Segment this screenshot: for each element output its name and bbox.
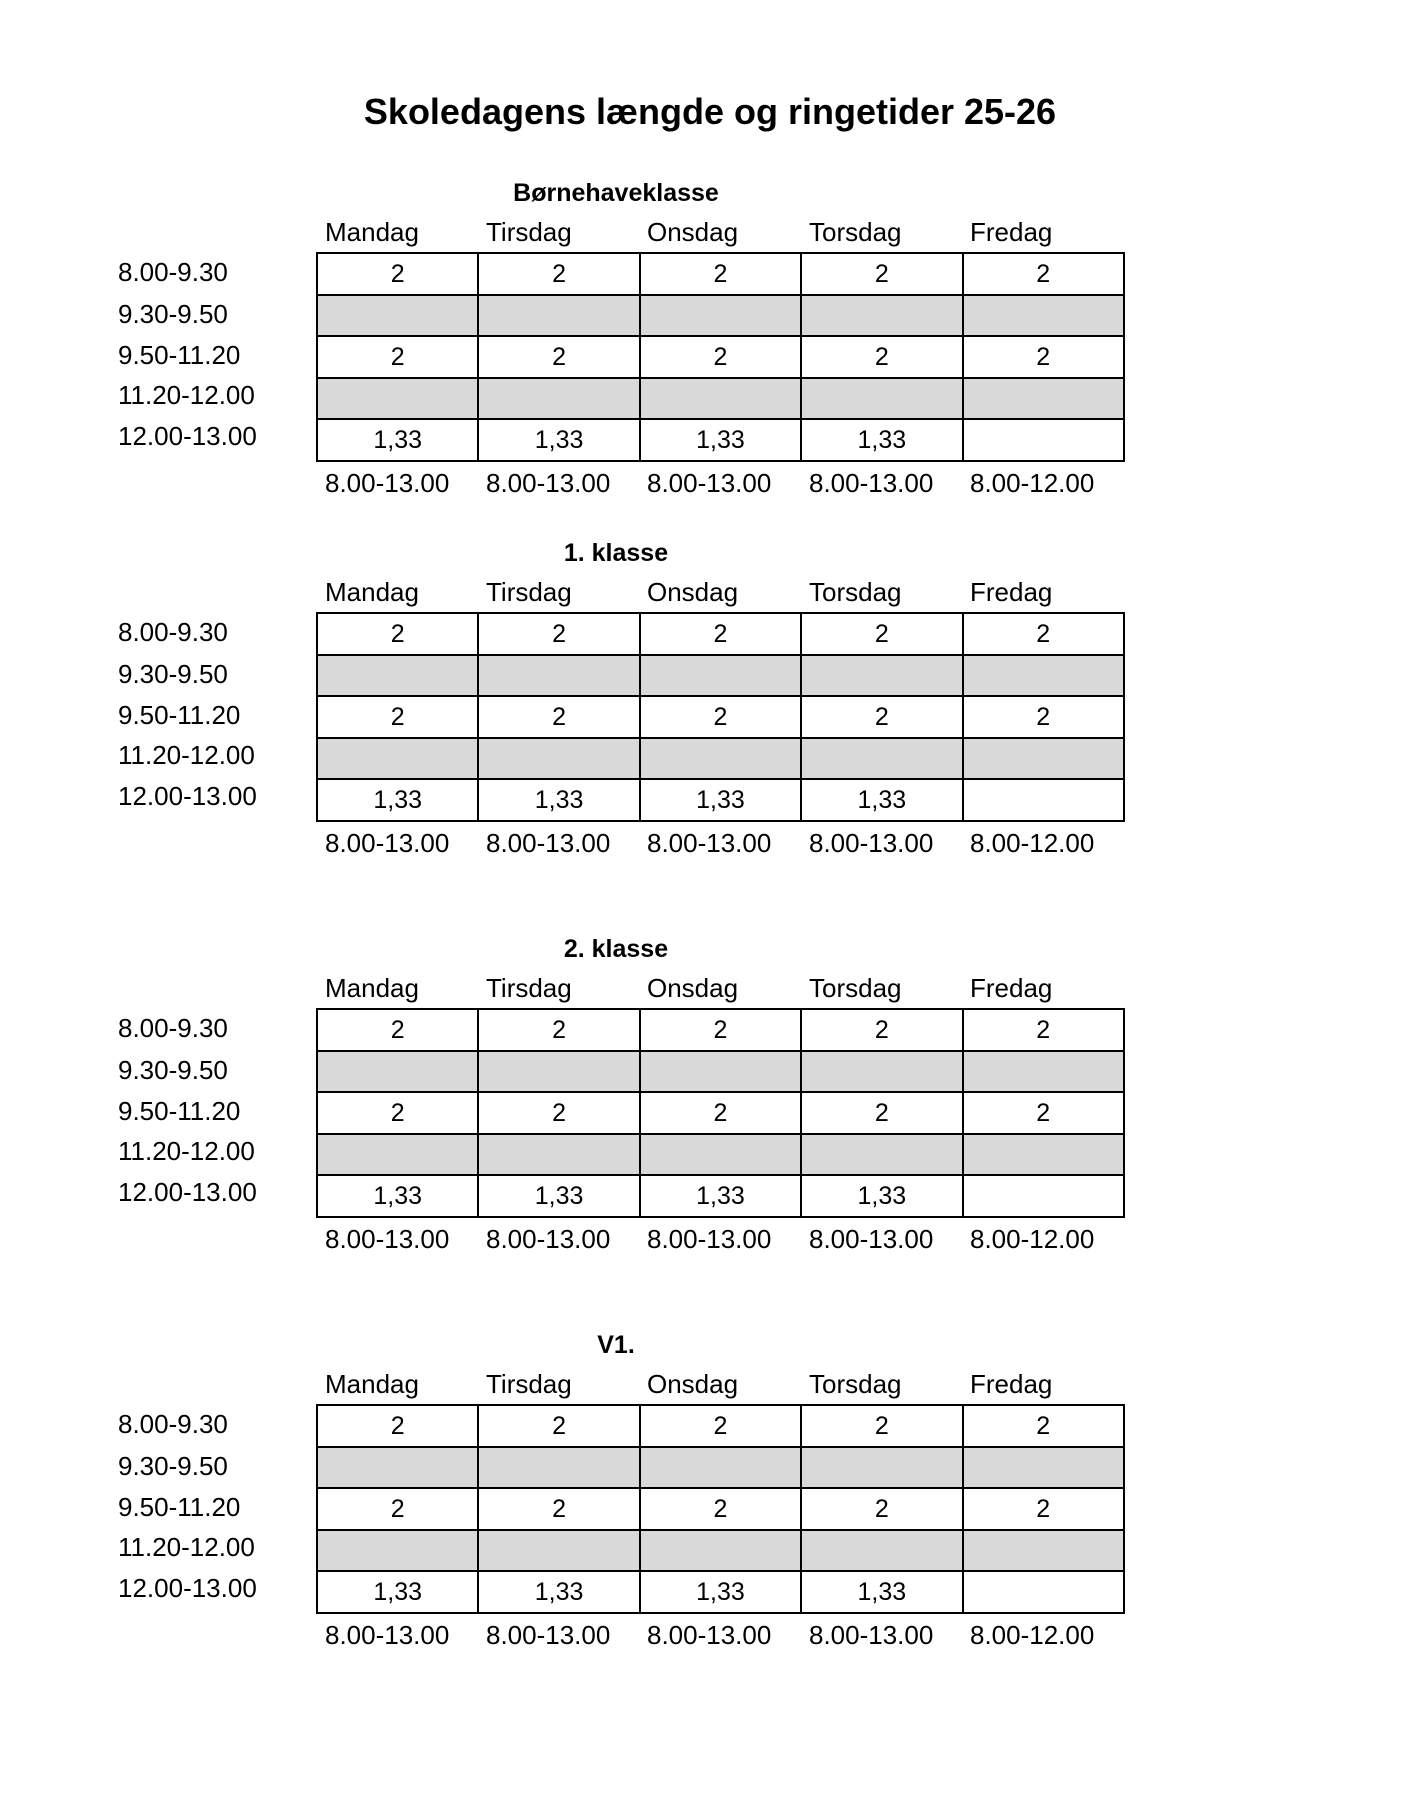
day-spans — [316, 1220, 1126, 1258]
table-cell: 1,33 — [801, 779, 962, 821]
table-cell — [317, 1530, 478, 1571]
day-header: Onsdag — [647, 577, 739, 607]
table-cell: 2 — [478, 1405, 639, 1447]
table-cell — [963, 1447, 1124, 1488]
table-cell: 2 — [640, 1009, 801, 1051]
day-header: Mandag — [325, 577, 419, 607]
time-label: 9.30-9.50 — [118, 1451, 228, 1481]
table-cell — [640, 1447, 801, 1488]
day-headers — [316, 574, 1126, 610]
table-cell: 2 — [801, 1009, 962, 1051]
table-cell: 2 — [640, 336, 801, 378]
table-cell — [640, 1051, 801, 1092]
day-headers — [316, 1366, 1126, 1402]
day-span: 8.00-13.00 — [486, 828, 611, 858]
table-cell — [801, 1530, 962, 1571]
table-cell: 2 — [317, 613, 478, 655]
table-cell — [801, 655, 962, 696]
day-span: 8.00-12.00 — [970, 828, 1095, 858]
time-label: 9.50-11.20 — [118, 340, 241, 370]
lesson-row — [317, 419, 1124, 461]
section-title: 2. klasse — [563, 935, 669, 963]
day-header: Torsdag — [809, 577, 902, 607]
table-cell — [317, 295, 478, 336]
table-cell — [478, 1447, 639, 1488]
time-label: 11.20-12.00 — [118, 740, 255, 770]
lesson-row — [317, 1009, 1124, 1051]
day-span: 8.00-12.00 — [970, 1620, 1095, 1650]
table-cell: 2 — [478, 696, 639, 738]
table-cell — [963, 655, 1124, 696]
day-header: Fredag — [970, 973, 1053, 1003]
day-header: Fredag — [970, 1369, 1053, 1399]
time-label: 8.00-9.30 — [118, 1409, 228, 1439]
break-row — [317, 1051, 1124, 1092]
lesson-row — [317, 1488, 1124, 1530]
lesson-row — [317, 1405, 1124, 1447]
table-cell — [963, 378, 1124, 419]
table-cell — [317, 655, 478, 696]
lesson-row — [317, 696, 1124, 738]
table-cell — [963, 1134, 1124, 1175]
table-cell — [801, 1051, 962, 1092]
table-cell: 2 — [801, 1405, 962, 1447]
table-cell — [478, 1134, 639, 1175]
day-span: 8.00-13.00 — [486, 1224, 611, 1254]
day-header: Tirsdag — [486, 1369, 572, 1399]
table-cell: 1,33 — [478, 779, 639, 821]
day-span: 8.00-13.00 — [647, 468, 772, 498]
table-cell — [801, 1134, 962, 1175]
table-cell: 2 — [317, 1009, 478, 1051]
table-cell — [801, 378, 962, 419]
day-header: Fredag — [970, 217, 1053, 247]
lesson-row — [317, 1571, 1124, 1613]
lesson-row — [317, 1175, 1124, 1217]
day-header: Torsdag — [809, 973, 902, 1003]
schedule-section — [0, 932, 1420, 1252]
day-span: 8.00-13.00 — [325, 468, 450, 498]
table-cell — [478, 378, 639, 419]
schedule-table — [316, 1008, 1125, 1218]
table-cell — [317, 378, 478, 419]
table-cell: 2 — [478, 336, 639, 378]
page-title: Skoledagens længde og ringetider 25-26 — [363, 91, 1057, 132]
day-header: Fredag — [970, 577, 1053, 607]
table-cell — [317, 738, 478, 779]
table-cell — [317, 1447, 478, 1488]
section-title: Børnehaveklasse — [513, 179, 719, 207]
table-cell — [640, 1134, 801, 1175]
table-cell: 2 — [801, 613, 962, 655]
table-cell: 1,33 — [317, 1571, 478, 1613]
schedule-section — [0, 1328, 1420, 1648]
table-cell: 1,33 — [317, 1175, 478, 1217]
day-span: 8.00-13.00 — [325, 828, 450, 858]
table-cell: 1,33 — [640, 1571, 801, 1613]
day-span: 8.00-12.00 — [970, 468, 1095, 498]
table-cell: 2 — [801, 696, 962, 738]
table-cell: 2 — [640, 696, 801, 738]
lesson-row — [317, 1092, 1124, 1134]
table-cell: 1,33 — [801, 1571, 962, 1613]
day-span: 8.00-13.00 — [809, 468, 934, 498]
table-cell: 2 — [801, 336, 962, 378]
time-label: 9.50-11.20 — [118, 1096, 241, 1126]
time-label: 8.00-9.30 — [118, 1013, 228, 1043]
day-span: 8.00-13.00 — [647, 1620, 772, 1650]
day-header: Torsdag — [809, 1369, 902, 1399]
time-label: 9.50-11.20 — [118, 1492, 241, 1522]
time-label: 11.20-12.00 — [118, 380, 255, 410]
time-label: 12.00-13.00 — [118, 1573, 257, 1603]
table-cell — [478, 1051, 639, 1092]
time-label: 12.00-13.00 — [118, 1177, 257, 1207]
lesson-row — [317, 253, 1124, 295]
table-cell: 1,33 — [317, 419, 478, 461]
table-cell: 2 — [478, 1488, 639, 1530]
table-cell — [640, 655, 801, 696]
table-cell — [317, 1134, 478, 1175]
table-cell — [963, 738, 1124, 779]
table-cell: 1,33 — [478, 1175, 639, 1217]
table-cell: 2 — [317, 1405, 478, 1447]
day-span: 8.00-13.00 — [647, 1224, 772, 1254]
break-row — [317, 1134, 1124, 1175]
day-header: Tirsdag — [486, 217, 572, 247]
schedule-table — [316, 1404, 1125, 1614]
table-cell: 2 — [317, 696, 478, 738]
schedule-table — [316, 252, 1125, 462]
lesson-row — [317, 336, 1124, 378]
day-header: Torsdag — [809, 217, 902, 247]
table-cell: 2 — [963, 1405, 1124, 1447]
day-span: 8.00-12.00 — [970, 1224, 1095, 1254]
table-cell: 1,33 — [640, 1175, 801, 1217]
time-label: 8.00-9.30 — [118, 257, 228, 287]
table-cell: 2 — [640, 1092, 801, 1134]
day-spans — [316, 1616, 1126, 1654]
table-cell: 2 — [478, 613, 639, 655]
day-header: Tirsdag — [486, 973, 572, 1003]
table-cell: 1,33 — [478, 1571, 639, 1613]
day-header: Onsdag — [647, 1369, 739, 1399]
table-cell — [640, 738, 801, 779]
table-cell: 2 — [317, 1092, 478, 1134]
table-cell: 2 — [801, 1092, 962, 1134]
time-label: 11.20-12.00 — [118, 1532, 255, 1562]
day-headers — [316, 214, 1126, 250]
day-span: 8.00-13.00 — [486, 1620, 611, 1650]
table-cell: 2 — [963, 1092, 1124, 1134]
section-title: 1. klasse — [563, 539, 669, 567]
break-row — [317, 738, 1124, 779]
day-span: 8.00-13.00 — [809, 828, 934, 858]
table-cell: 2 — [963, 1488, 1124, 1530]
day-span: 8.00-13.00 — [809, 1224, 934, 1254]
time-label: 11.20-12.00 — [118, 1136, 255, 1166]
table-cell — [640, 1530, 801, 1571]
time-label: 9.30-9.50 — [118, 659, 228, 689]
day-span: 8.00-13.00 — [486, 468, 611, 498]
table-cell — [640, 295, 801, 336]
table-cell: 2 — [640, 1488, 801, 1530]
schedule-section — [0, 176, 1420, 496]
table-cell: 2 — [317, 253, 478, 295]
time-label: 9.30-9.50 — [118, 1055, 228, 1085]
time-label: 12.00-13.00 — [118, 421, 257, 451]
table-cell — [963, 1175, 1124, 1217]
break-row — [317, 1530, 1124, 1571]
table-cell — [478, 295, 639, 336]
table-cell: 2 — [640, 253, 801, 295]
table-cell: 2 — [801, 253, 962, 295]
table-cell — [317, 1051, 478, 1092]
day-header: Mandag — [325, 1369, 419, 1399]
schedule-section — [0, 536, 1420, 856]
day-span: 8.00-13.00 — [325, 1620, 450, 1650]
day-spans — [316, 464, 1126, 502]
time-label: 9.30-9.50 — [118, 299, 228, 329]
table-cell: 2 — [801, 1488, 962, 1530]
table-cell: 2 — [478, 1092, 639, 1134]
day-span: 8.00-13.00 — [809, 1620, 934, 1650]
lesson-row — [317, 613, 1124, 655]
table-cell: 2 — [963, 336, 1124, 378]
table-cell — [963, 419, 1124, 461]
table-cell: 2 — [317, 1488, 478, 1530]
table-cell: 2 — [963, 696, 1124, 738]
table-cell: 1,33 — [478, 419, 639, 461]
day-span: 8.00-13.00 — [325, 1224, 450, 1254]
table-cell — [963, 1530, 1124, 1571]
table-cell: 1,33 — [801, 419, 962, 461]
table-cell — [801, 295, 962, 336]
table-cell: 1,33 — [317, 779, 478, 821]
table-cell: 2 — [317, 336, 478, 378]
table-cell — [963, 1571, 1124, 1613]
table-cell: 1,33 — [640, 779, 801, 821]
table-cell — [801, 1447, 962, 1488]
table-cell — [963, 779, 1124, 821]
day-header: Mandag — [325, 973, 419, 1003]
break-row — [317, 655, 1124, 696]
table-cell: 2 — [640, 1405, 801, 1447]
break-row — [317, 295, 1124, 336]
table-cell — [963, 295, 1124, 336]
break-row — [317, 1447, 1124, 1488]
time-label: 12.00-13.00 — [118, 781, 257, 811]
lesson-row — [317, 779, 1124, 821]
day-headers — [316, 970, 1126, 1006]
table-cell — [478, 738, 639, 779]
table-cell: 2 — [478, 1009, 639, 1051]
table-cell: 1,33 — [640, 419, 801, 461]
table-cell — [963, 1051, 1124, 1092]
day-header: Mandag — [325, 217, 419, 247]
table-cell — [640, 378, 801, 419]
table-cell: 2 — [963, 253, 1124, 295]
table-cell: 1,33 — [801, 1175, 962, 1217]
day-header: Onsdag — [647, 973, 739, 1003]
day-span: 8.00-13.00 — [647, 828, 772, 858]
table-cell — [478, 655, 639, 696]
table-cell: 2 — [478, 253, 639, 295]
table-cell: 2 — [640, 613, 801, 655]
table-cell: 2 — [963, 1009, 1124, 1051]
schedule-table — [316, 612, 1125, 822]
table-cell: 2 — [963, 613, 1124, 655]
day-header: Onsdag — [647, 217, 739, 247]
break-row — [317, 378, 1124, 419]
time-label: 9.50-11.20 — [118, 700, 241, 730]
table-cell — [478, 1530, 639, 1571]
day-spans — [316, 824, 1126, 862]
day-header: Tirsdag — [486, 577, 572, 607]
section-title: V1. — [597, 1331, 635, 1359]
time-label: 8.00-9.30 — [118, 617, 228, 647]
table-cell — [801, 738, 962, 779]
